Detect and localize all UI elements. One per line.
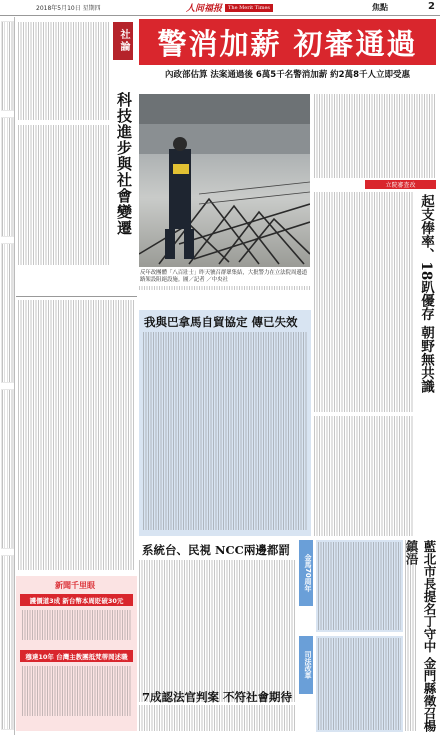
brief-2-title: 穆達10年 台灣主教團抵梵蒂岡述職	[20, 650, 133, 662]
news-photo	[139, 94, 310, 267]
ad-block	[1, 389, 14, 549]
masthead-english: The Merit Times	[225, 4, 273, 12]
brief-1-text	[22, 610, 132, 640]
ad-block	[1, 21, 14, 111]
court-story-headline: 7成認法官判案 不符社會期待	[142, 690, 293, 704]
trade-story-headline: 我與巴拿馬自貿協定 傳已失效	[144, 315, 298, 329]
page-header	[0, 0, 440, 16]
sidebar-label-2: 司法改革	[299, 636, 313, 694]
ad-block	[1, 117, 14, 237]
page-number: 2	[428, 1, 435, 12]
info-box-1-text	[318, 542, 401, 630]
issue-date: 2018年5月10日 星期四	[36, 5, 101, 12]
main-headline: 警消加薪 初審通過	[139, 19, 436, 65]
side-story-headline: 起支俸率、18趴優存 朝野無共識	[418, 194, 434, 393]
ad-block	[1, 555, 14, 730]
brief-1-title: 護價道3成 新台幣本周貶破30元	[20, 594, 133, 606]
trade-story-text	[143, 332, 307, 530]
main-subhead: 內政部估算 法案通過後 6萬5千名警消加薪 約2萬8千人立即受惠	[164, 70, 411, 80]
main-story-text	[139, 286, 310, 290]
news-brief-label: 新聞千里眼	[55, 580, 95, 590]
editorial-text	[18, 22, 110, 120]
info-box-2-text	[318, 638, 401, 730]
main-story-text	[314, 94, 436, 178]
police-barricade-photo	[139, 94, 310, 267]
ncc-story-headline: 系統台、民視 NCC兩邊都罰	[142, 543, 290, 557]
masthead-logo: 人间福报	[186, 4, 223, 14]
section-name: 焦點	[372, 3, 388, 12]
photo-caption: 反年改團體「八百壯士」昨天號召群眾集結，大批警力在立法院周邊道路架設阻絕設施。圖／記者 ／中央社	[140, 270, 308, 283]
divider	[16, 296, 137, 297]
side-story-text	[314, 416, 414, 536]
court-story-text	[139, 705, 296, 731]
editorial-text	[18, 300, 135, 570]
editorial-title: 科技進步與社會變遷	[115, 92, 133, 236]
editorial-text	[18, 125, 110, 265]
brief-2-text	[22, 666, 132, 716]
masthead	[186, 1, 286, 14]
lantern-story-text	[405, 540, 417, 731]
sidebar-label-1: 金馬70周年	[299, 540, 313, 606]
side-story-label: 立院審查改	[365, 180, 436, 189]
lantern-story-headline: 藍北市長提名丁守中 金門縣徵召楊鎮浯	[404, 540, 437, 732]
left-ad-strip	[0, 17, 15, 735]
editorial-badge: 社論	[113, 22, 133, 60]
ncc-story-text	[139, 560, 296, 702]
ad-block	[1, 243, 14, 383]
side-story-text	[314, 192, 414, 412]
